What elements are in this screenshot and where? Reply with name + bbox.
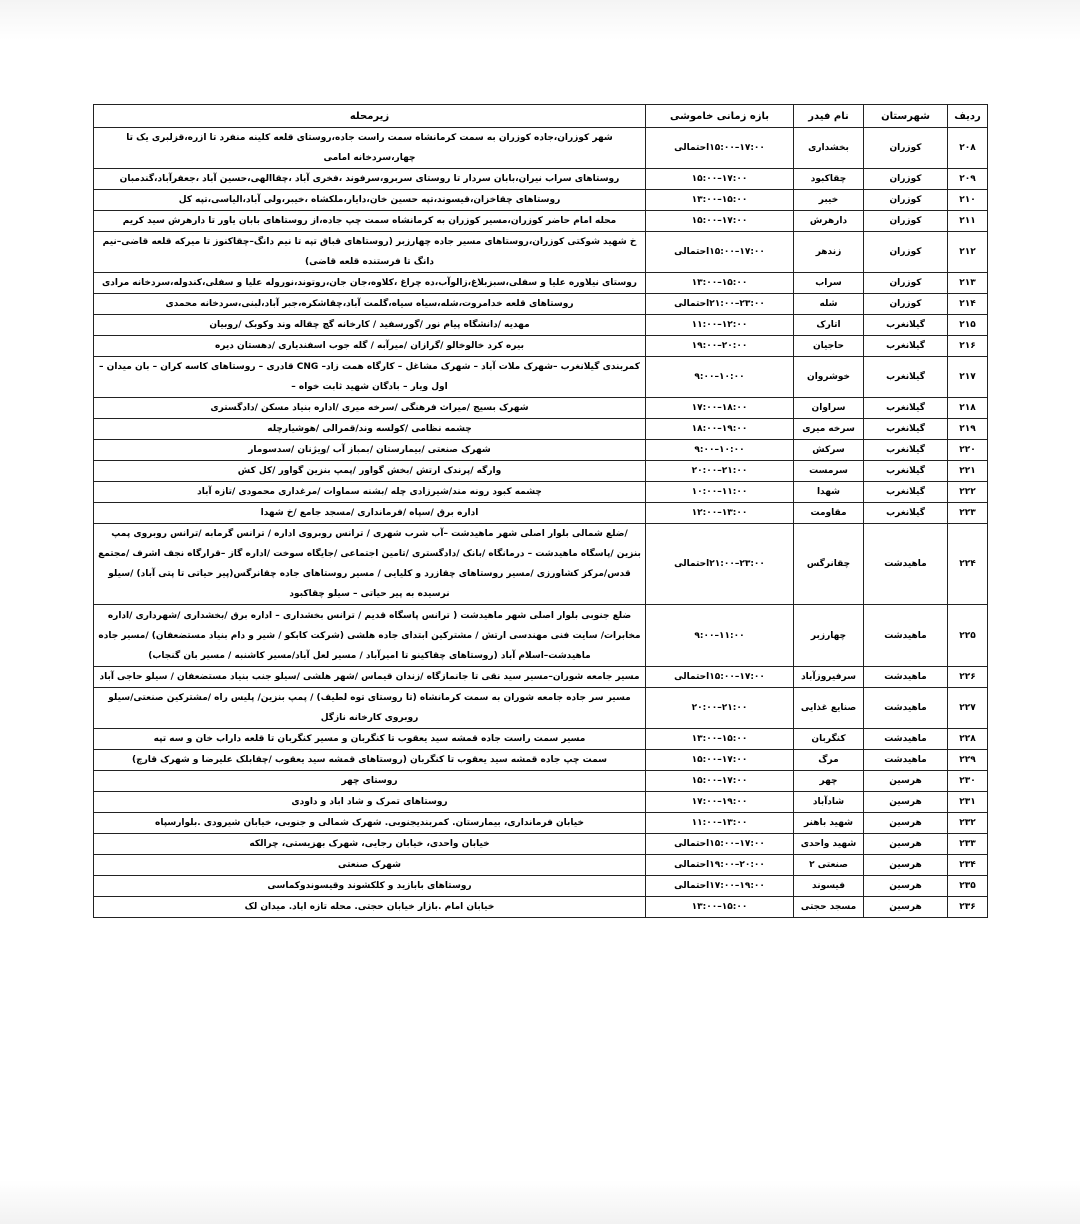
area-cell: روستاهای سراب نیران،بابان سردار تا روستای سربرو،سرفوند ،فخری آباد ،چقاالهی،حسین آباد ،جعفرآباد،گندمبان bbox=[94, 169, 646, 190]
time-range-cell: ۱۷:۰۰–۱۵:۰۰ bbox=[646, 750, 794, 771]
row-number-cell: ۲۲۷ bbox=[948, 688, 988, 729]
time-range-cell: ۱۳:۰۰–۱۱:۰۰ bbox=[646, 813, 794, 834]
header-area: زیرمحله bbox=[94, 105, 646, 128]
city-cell: کوزران bbox=[864, 294, 948, 315]
time-range-cell: ۱۷:۰۰–۱۵:۰۰ bbox=[646, 211, 794, 232]
table-row bbox=[94, 169, 988, 190]
time-range-cell: ۱۵:۰۰–۱۳:۰۰ bbox=[646, 190, 794, 211]
city-cell: هرسین bbox=[864, 771, 948, 792]
table-row bbox=[94, 398, 988, 419]
table-row bbox=[94, 419, 988, 440]
city-cell: گیلانغرب bbox=[864, 336, 948, 357]
area-cell: روستای نیلاوره علیا و سفلی،سبزبلاغ،زالوآب،ده چراغ ،کلاوه،جان جان،روتوند،نوروله علیا و سفلی،کندوله،سردخانه مرادی bbox=[94, 273, 646, 294]
area-cell: شهرک بسیج /میراث فرهنگی /سرخه میری /اداره بنیاد مسکن /دادگستری bbox=[94, 398, 646, 419]
table-row bbox=[94, 336, 988, 357]
time-range-cell: ۱۳:۰۰–۱۲:۰۰ bbox=[646, 503, 794, 524]
time-range-cell: ۱۷:۰۰–۱۵:۰۰ bbox=[646, 169, 794, 190]
area-cell: خیابان امام .بازار خیابان حجتی. محله تازه اباد. میدان لک bbox=[94, 897, 646, 918]
row-number-cell: ۲۰۹ bbox=[948, 169, 988, 190]
feeder-cell: سراوان bbox=[794, 398, 864, 419]
row-number-cell: ۲۱۵ bbox=[948, 315, 988, 336]
feeder-cell: بخشداری bbox=[794, 128, 864, 169]
table-row bbox=[94, 273, 988, 294]
time-range-cell: ۱۷:۰۰–۱۵:۰۰ bbox=[646, 771, 794, 792]
area-cell: خیابان واحدی، خیابان رجایی، شهرک بهزیستی، چرالکه bbox=[94, 834, 646, 855]
time-range-cell: ۲۳:۰۰–۲۱:۰۰احتمالی bbox=[646, 294, 794, 315]
city-cell: کوزران bbox=[864, 169, 948, 190]
feeder-cell: چهارزبر bbox=[794, 605, 864, 667]
city-cell: گیلانغرب bbox=[864, 503, 948, 524]
feeder-cell: اتارک bbox=[794, 315, 864, 336]
area-cell: مسیر سر جاده جامعه شوران به سمت کرمانشاه (تا روستای توه لطیف) / پمپ بنزین/ پلیس راه /مشترکین صنعتی/سیلو روبروی کارخانه نازگل bbox=[94, 688, 646, 729]
area-cell: سمت چپ جاده قمشه سید یعقوب تا کنگربان (روستاهای قمشه سید یعقوب /چقابلک علیرضا و شهرک قارچ) bbox=[94, 750, 646, 771]
feeder-cell: صنعتی ۲ bbox=[794, 855, 864, 876]
area-cell: وارگه /پرندک ارتش /بخش گواور /پمپ بنزین گواور /کل کش bbox=[94, 461, 646, 482]
city-cell: گیلانغرب bbox=[864, 357, 948, 398]
row-number-cell: ۲۲۵ bbox=[948, 605, 988, 667]
city-cell: ماهیدشت bbox=[864, 524, 948, 605]
time-range-cell: ۱۰:۰۰–۹:۰۰ bbox=[646, 357, 794, 398]
row-number-cell: ۲۱۲ bbox=[948, 232, 988, 273]
area-cell: کمربندی گیلانغرب –شهرک ملات آباد – شهرک مشاغل – کارگاه همت زاد– CNG قادری – روستاهای کاسه کران – بان میدان – اول ویار – بادگان شهید ثابت خواه – bbox=[94, 357, 646, 398]
time-range-cell: ۱۵:۰۰–۱۳:۰۰ bbox=[646, 273, 794, 294]
table-body bbox=[94, 128, 988, 918]
table-row bbox=[94, 688, 988, 729]
area-cell: اداره برق /سپاه /فرمانداری /مسجد جامع /خ شهدا bbox=[94, 503, 646, 524]
table-row bbox=[94, 524, 988, 605]
area-cell: روستاهای بابازید و کلکشوند وقیسوندوکماسی bbox=[94, 876, 646, 897]
table-row bbox=[94, 232, 988, 273]
time-range-cell: ۱۹:۰۰–۱۷:۰۰احتمالی bbox=[646, 876, 794, 897]
header-city: شهرستان bbox=[864, 105, 948, 128]
table-row bbox=[94, 211, 988, 232]
row-number-cell: ۲۰۸ bbox=[948, 128, 988, 169]
area-cell: مسیر جامعه شوران–مسیر سید نقی تا جانمازگاه /زندان قیماس /شهر هلشی /سیلو جنب بنیاد مستضعفان / سیلو حاجی آباد bbox=[94, 667, 646, 688]
city-cell: هرسین bbox=[864, 834, 948, 855]
table-row bbox=[94, 461, 988, 482]
table-row bbox=[94, 897, 988, 918]
row-number-cell: ۲۱۶ bbox=[948, 336, 988, 357]
city-cell: ماهیدشت bbox=[864, 750, 948, 771]
header-row bbox=[94, 105, 988, 128]
time-range-cell: ۱۰:۰۰–۹:۰۰ bbox=[646, 440, 794, 461]
table-row bbox=[94, 128, 988, 169]
area-cell: مسیر سمت راست جاده قمشه سید یعقوب تا کنگربان و مسیر کنگربان تا قلعه داراب خان و سه تپه bbox=[94, 729, 646, 750]
feeder-cell: شهید واحدی bbox=[794, 834, 864, 855]
row-number-cell: ۲۲۲ bbox=[948, 482, 988, 503]
row-number-cell: ۲۳۳ bbox=[948, 834, 988, 855]
table-row bbox=[94, 294, 988, 315]
feeder-cell: چقانرگس bbox=[794, 524, 864, 605]
row-number-cell: ۲۲۸ bbox=[948, 729, 988, 750]
header-row-no: ردیف bbox=[948, 105, 988, 128]
row-number-cell: ۲۲۶ bbox=[948, 667, 988, 688]
feeder-cell: فیسوند bbox=[794, 876, 864, 897]
table-row bbox=[94, 813, 988, 834]
table-row bbox=[94, 876, 988, 897]
feeder-cell: خیبر bbox=[794, 190, 864, 211]
feeder-cell: کنگربان bbox=[794, 729, 864, 750]
time-range-cell: ۱۱:۰۰–۱۰:۰۰ bbox=[646, 482, 794, 503]
area-cell: روستاهای قلعه خدامروت،شله،سیاه سیاه،گلمت آباد،چقاشکره،جبر آباد،لبنی،سردخانه محمدی bbox=[94, 294, 646, 315]
city-cell: کوزران bbox=[864, 128, 948, 169]
city-cell: هرسین bbox=[864, 876, 948, 897]
city-cell: ماهیدشت bbox=[864, 729, 948, 750]
row-number-cell: ۲۲۹ bbox=[948, 750, 988, 771]
area-cell: شهر کوزران،جاده کوزران به سمت کرمانشاه سمت راست جاده،روستای قلعه کلینه منفرد تا ازره،قزلبری یک تا چهار،سردخانه امامی bbox=[94, 128, 646, 169]
time-range-cell: ۱۷:۰۰–۱۵:۰۰احتمالی bbox=[646, 667, 794, 688]
area-cell: خ شهید شوکتی کوزران،روستاهای مسیر جاده چهارزبر (روستاهای قباق تپه تا نیم دانگ–چقاکنوز تا میرکه قلعه قاضی–نیم دانگ تا فرستنده قلعه قاضی) bbox=[94, 232, 646, 273]
feeder-cell: شله bbox=[794, 294, 864, 315]
city-cell: ماهیدشت bbox=[864, 605, 948, 667]
row-number-cell: ۲۲۱ bbox=[948, 461, 988, 482]
time-range-cell: ۱۵:۰۰–۱۳:۰۰ bbox=[646, 729, 794, 750]
time-range-cell: ۱۵:۰۰–۱۳:۰۰ bbox=[646, 897, 794, 918]
area-cell: مهدیه /دانشگاه پیام نور /گورسفید / کارخانه گچ چقاله وند وکوبک /روبیان bbox=[94, 315, 646, 336]
feeder-cell: مرگ bbox=[794, 750, 864, 771]
time-range-cell: ۱۱:۰۰–۹:۰۰ bbox=[646, 605, 794, 667]
time-range-cell: ۲۰:۰۰–۱۹:۰۰ bbox=[646, 336, 794, 357]
feeder-cell: مقاومت bbox=[794, 503, 864, 524]
table-row bbox=[94, 605, 988, 667]
area-cell: بیره کرد خالوخالو /گرازان /میرآبه / گله جوب اسفندیاری /دهستان دیره bbox=[94, 336, 646, 357]
row-number-cell: ۲۲۳ bbox=[948, 503, 988, 524]
time-range-cell: ۱۷:۰۰–۱۵:۰۰احتمالی bbox=[646, 128, 794, 169]
city-cell: هرسین bbox=[864, 855, 948, 876]
row-number-cell: ۲۱۰ bbox=[948, 190, 988, 211]
city-cell: گیلانغرب bbox=[864, 482, 948, 503]
feeder-cell: شهید باهنر bbox=[794, 813, 864, 834]
table-row bbox=[94, 750, 988, 771]
feeder-cell: شهدا bbox=[794, 482, 864, 503]
city-cell: هرسین bbox=[864, 897, 948, 918]
row-number-cell: ۲۳۵ bbox=[948, 876, 988, 897]
city-cell: کوزران bbox=[864, 232, 948, 273]
city-cell: گیلانغرب bbox=[864, 440, 948, 461]
feeder-cell: چهر bbox=[794, 771, 864, 792]
row-number-cell: ۲۳۴ bbox=[948, 855, 988, 876]
table-row bbox=[94, 190, 988, 211]
feeder-cell: خوشروان bbox=[794, 357, 864, 398]
time-range-cell: ۱۹:۰۰–۱۷:۰۰ bbox=[646, 792, 794, 813]
row-number-cell: ۲۳۶ bbox=[948, 897, 988, 918]
feeder-cell: سرخه میری bbox=[794, 419, 864, 440]
area-cell: چشمه کبود رونه مند/شیرزادی چله /بشنه سماوات /مرغداری محمودی /تازه آباد bbox=[94, 482, 646, 503]
outage-schedule-table bbox=[93, 104, 988, 918]
city-cell: گیلانغرب bbox=[864, 461, 948, 482]
time-range-cell: ۱۷:۰۰–۱۵:۰۰احتمالی bbox=[646, 232, 794, 273]
city-cell: گیلانغرب bbox=[864, 419, 948, 440]
row-number-cell: ۲۱۴ bbox=[948, 294, 988, 315]
feeder-cell: مسجد حجتی bbox=[794, 897, 864, 918]
area-cell: روستای چهر bbox=[94, 771, 646, 792]
row-number-cell: ۲۳۱ bbox=[948, 792, 988, 813]
city-cell: کوزران bbox=[864, 211, 948, 232]
city-cell: ماهیدشت bbox=[864, 667, 948, 688]
table-row bbox=[94, 729, 988, 750]
feeder-cell: سرکش bbox=[794, 440, 864, 461]
feeder-cell: زندهر bbox=[794, 232, 864, 273]
table-row bbox=[94, 855, 988, 876]
city-cell: هرسین bbox=[864, 792, 948, 813]
row-number-cell: ۲۳۲ bbox=[948, 813, 988, 834]
city-cell: کوزران bbox=[864, 190, 948, 211]
area-cell: ضلع جنوبی بلوار اصلی شهر ماهیدشت ( ترانس پاسگاه قدیم / ترانس بخشداری – اداره برق /بخشداری /شهرداری /اداره مخابرات/ سایت فنی مهندسی ارتش / مشترکین ابتدای جاده هلشی (شرکت کابکو / شیر و دام بنیاد مستضعفان) /مسیر جاده ماهیدشت–اسلام آباد (روستاهای چقاکینو تا امیرآباد / مسیر لعل آباد/مسیر کاشنبه / مسیر بان گنجاب) bbox=[94, 605, 646, 667]
city-cell: کوزران bbox=[864, 273, 948, 294]
city-cell: گیلانغرب bbox=[864, 398, 948, 419]
table-row bbox=[94, 771, 988, 792]
feeder-cell: دارهرش bbox=[794, 211, 864, 232]
feeder-cell: حاجیان bbox=[794, 336, 864, 357]
table-row bbox=[94, 482, 988, 503]
table-row bbox=[94, 315, 988, 336]
row-number-cell: ۲۱۷ bbox=[948, 357, 988, 398]
area-cell: /ضلع شمالی بلوار اصلی شهر ماهیدشت –آب شرب شهری / ترانس روبروی اداره / ترانس گرمابه /ترانس روبروی پمپ بنزین /پاسگاه ماهیدشت – درمانگاه /بانک /دادگستری /تامین اجتماعی /جایگاه سوخت /اداره گاز –قرارگاه نجف اشرف /مجتمع قدس/مرکز کشاورزی /مسیر روستاهای چقازرد و کلیایی / مسیر روستاهای جاده چقانرگس(پیر حیاتی تا پتی آباد) /سیلو نرسیده به پیر حیاتی – سیلو چقاکبود bbox=[94, 524, 646, 605]
table-row bbox=[94, 440, 988, 461]
row-number-cell: ۲۲۰ bbox=[948, 440, 988, 461]
table-row bbox=[94, 792, 988, 813]
feeder-cell: سراب bbox=[794, 273, 864, 294]
feeder-cell: صنایع غذایی bbox=[794, 688, 864, 729]
row-number-cell: ۲۱۸ bbox=[948, 398, 988, 419]
city-cell: هرسین bbox=[864, 813, 948, 834]
row-number-cell: ۲۱۳ bbox=[948, 273, 988, 294]
header-feeder: نام فیدر bbox=[794, 105, 864, 128]
time-range-cell: ۱۸:۰۰–۱۷:۰۰ bbox=[646, 398, 794, 419]
city-cell: ماهیدشت bbox=[864, 688, 948, 729]
area-cell: روستاهای تمرک و شاد اباد و داودی bbox=[94, 792, 646, 813]
table-row bbox=[94, 357, 988, 398]
time-range-cell: ۲۱:۰۰–۲۰:۰۰ bbox=[646, 461, 794, 482]
city-cell: گیلانغرب bbox=[864, 315, 948, 336]
time-range-cell: ۲۳:۰۰–۲۱:۰۰احتمالی bbox=[646, 524, 794, 605]
table-row bbox=[94, 503, 988, 524]
time-range-cell: ۲۱:۰۰–۲۰:۰۰ bbox=[646, 688, 794, 729]
row-number-cell: ۲۳۰ bbox=[948, 771, 988, 792]
feeder-cell: سرمست bbox=[794, 461, 864, 482]
row-number-cell: ۲۱۹ bbox=[948, 419, 988, 440]
area-cell: شهرک صنعتی /بیمارستان /بمباز آب /ویژنان /سدسومار bbox=[94, 440, 646, 461]
time-range-cell: ۱۲:۰۰–۱۱:۰۰ bbox=[646, 315, 794, 336]
time-range-cell: ۱۹:۰۰–۱۸:۰۰ bbox=[646, 419, 794, 440]
table-row bbox=[94, 834, 988, 855]
area-cell: چشمه نظامی /کولسه وند/قمرالی /هوشیارچله bbox=[94, 419, 646, 440]
row-number-cell: ۲۱۱ bbox=[948, 211, 988, 232]
table-row bbox=[94, 667, 988, 688]
header-time: بازه زمانی خاموشی bbox=[646, 105, 794, 128]
feeder-cell: سرفیروزآباد bbox=[794, 667, 864, 688]
area-cell: روستاهای چقاخزان،قیسوند،تپه حسین خان،دایار،ملکشاه ،خیبر،ولی آباد،الیاسی،تپه کل bbox=[94, 190, 646, 211]
area-cell: محله امام حاضر کوزران،مسیر کوزران به کرمانشاه سمت چپ جاده،از روستاهای بابان یاور تا دارهرش سید کریم bbox=[94, 211, 646, 232]
row-number-cell: ۲۲۴ bbox=[948, 524, 988, 605]
feeder-cell: چقاکبود bbox=[794, 169, 864, 190]
time-range-cell: ۲۰:۰۰–۱۹:۰۰احتمالی bbox=[646, 855, 794, 876]
feeder-cell: شادآباد bbox=[794, 792, 864, 813]
area-cell: خیابان فرمانداری، بیمارستان. کمربندیجنوبی. شهرک شمالی و جنوبی، خیابان شیرودی .بلوارسپاه bbox=[94, 813, 646, 834]
time-range-cell: ۱۷:۰۰–۱۵:۰۰احتمالی bbox=[646, 834, 794, 855]
area-cell: شهرک صنعتی bbox=[94, 855, 646, 876]
